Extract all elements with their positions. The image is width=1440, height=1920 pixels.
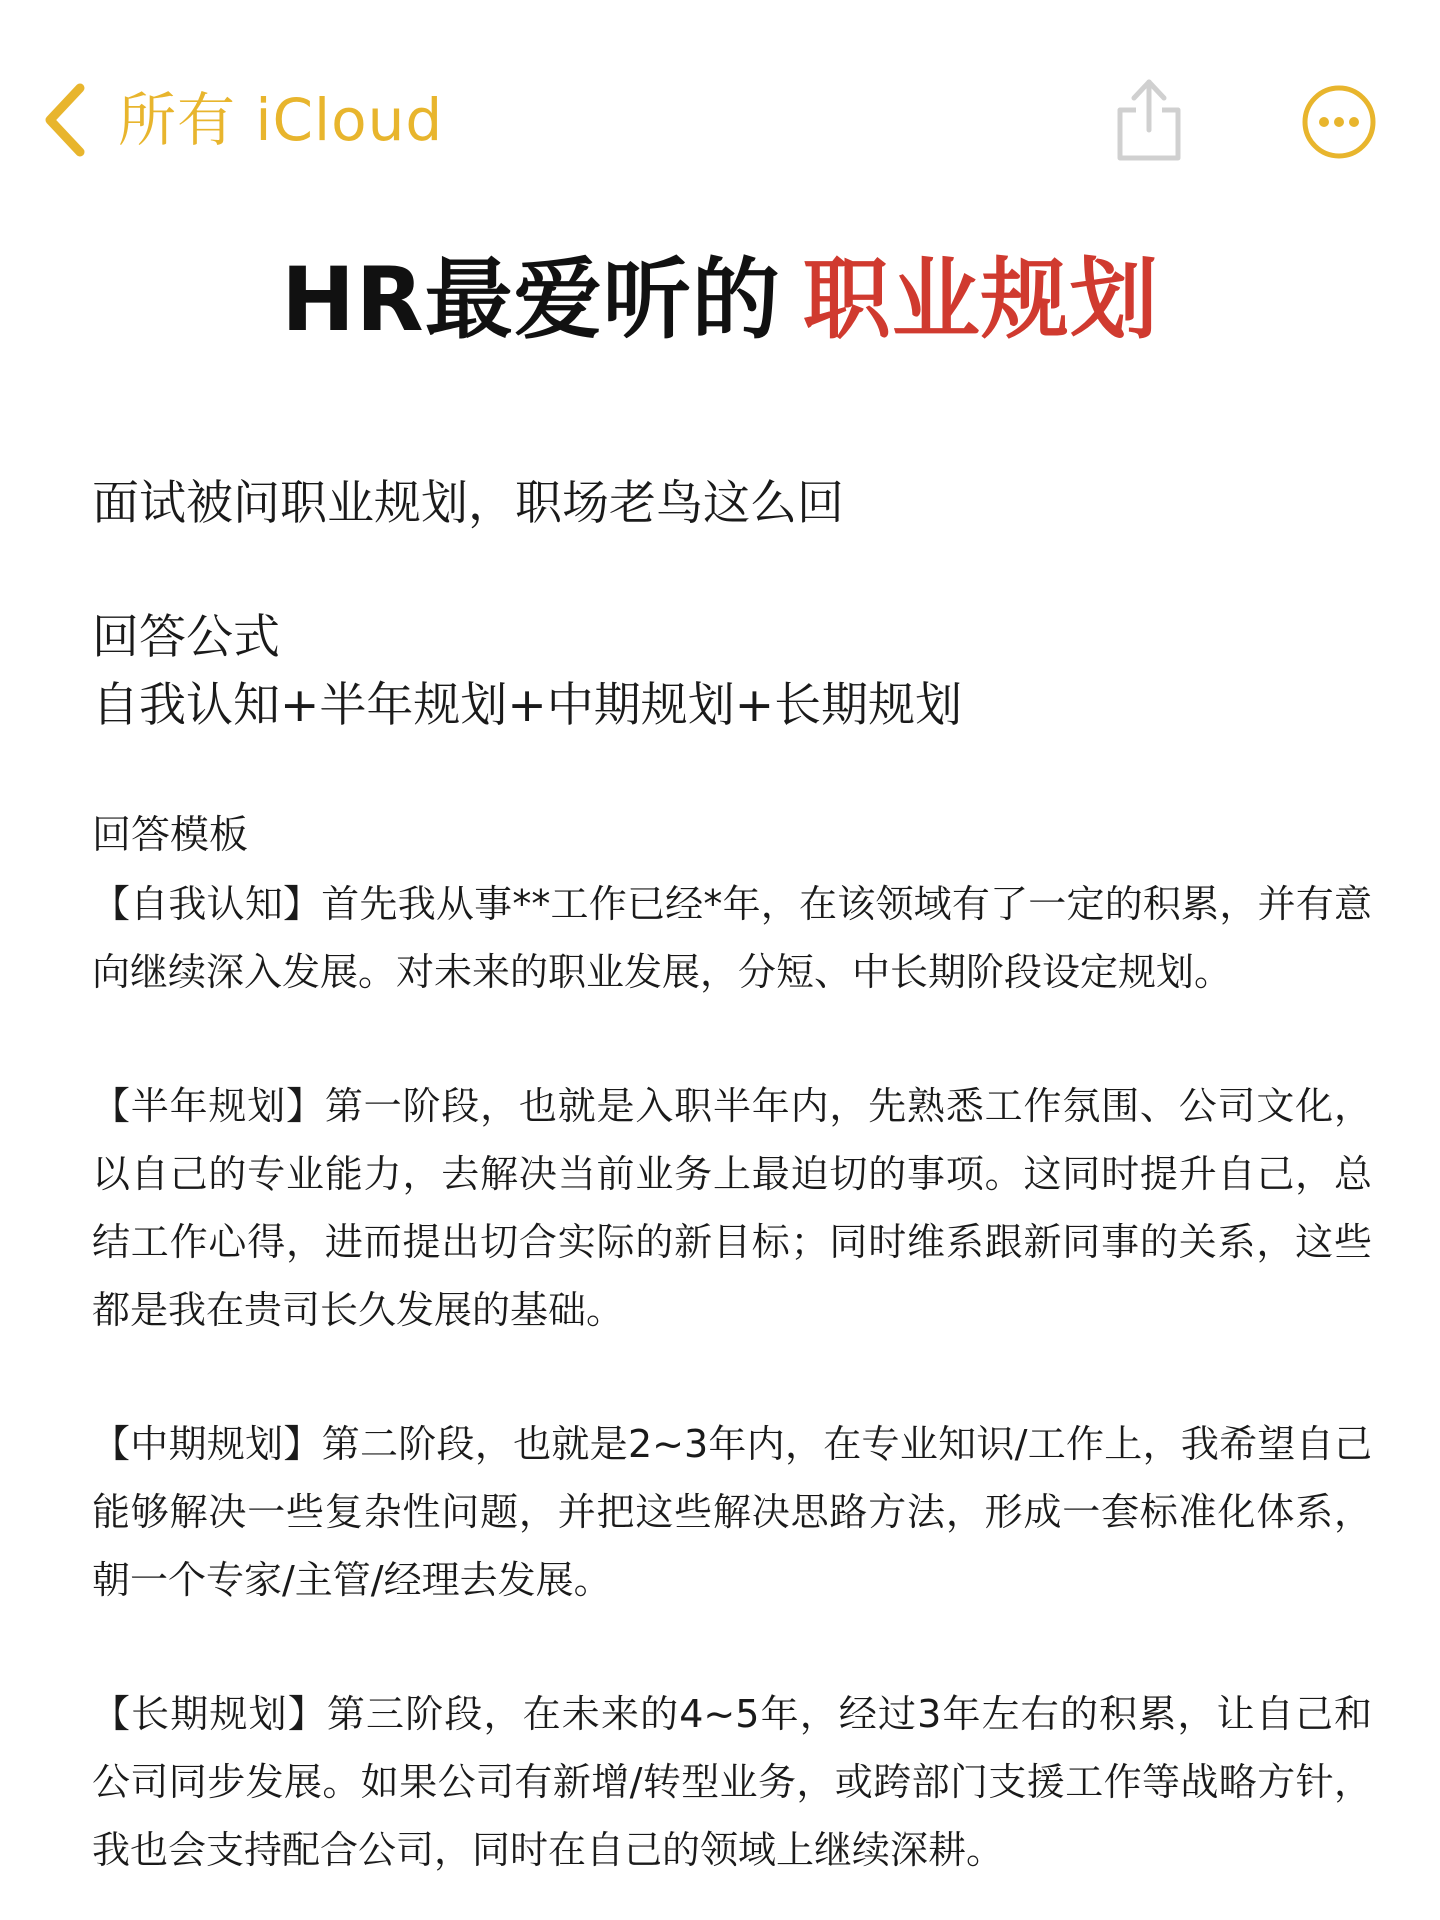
paragraph-long-term-plan: 【长期规划】第三阶段，在未来的4~5年，经过3年左右的积累，让自己和公司同步发展。如果公司有新增/转型业务，或跨部门支援工作等战略方针，我也会支持配合公司，同时在自己的领域上继续深耕。: [92, 1692, 1372, 1872]
note-lead-line: 面试被问职业规划，职场老鸟这么回: [92, 476, 844, 531]
note-title: [0, 250, 1440, 350]
navigation-bar: [0, 0, 1440, 200]
paragraph-half-year-plan: 【半年规划】第一阶段，也就是入职半年内，先熟悉工作氛围、公司文化，以自己的专业能力，去解决当前业务上最迫切的事项。这同时提升自己，总结工作心得，进而提出切合实际的新目标；同时维系跟新同事的关系，这些都是我在贵司长久发展的基础。: [92, 1084, 1372, 1332]
more-options-icon[interactable]: [1300, 83, 1378, 161]
chevron-left-icon: [40, 82, 92, 158]
note-title-prefix: HR最爱听的: [281, 248, 781, 351]
formula-heading: 回答公式: [92, 610, 280, 665]
share-icon[interactable]: [1112, 74, 1186, 164]
note-title-highlight: 职业规划: [802, 248, 1159, 351]
template-heading: 回答模板: [92, 813, 249, 858]
formula-text: 自我认知+半年规划+中期规划+长期规划: [92, 678, 963, 733]
back-button[interactable]: [40, 80, 443, 160]
note-body[interactable]: [92, 470, 1372, 1884]
paragraph-mid-term-plan: 【中期规划】第二阶段，也就是2~3年内，在专业知识/工作上，我希望自己能够解决一些复杂性问题，并把这些解决思路方法，形成一套标准化体系，朝一个专家/主管/经理去发展。: [92, 1422, 1372, 1602]
paragraph-self-awareness: 【自我认知】首先我从事**工作已经*年，在该领域有了一定的积累，并有意向继续深入发展。对未来的职业发展，分短、中长期阶段设定规划。: [92, 882, 1372, 994]
back-button-label: 所有 iCloud: [118, 86, 444, 154]
